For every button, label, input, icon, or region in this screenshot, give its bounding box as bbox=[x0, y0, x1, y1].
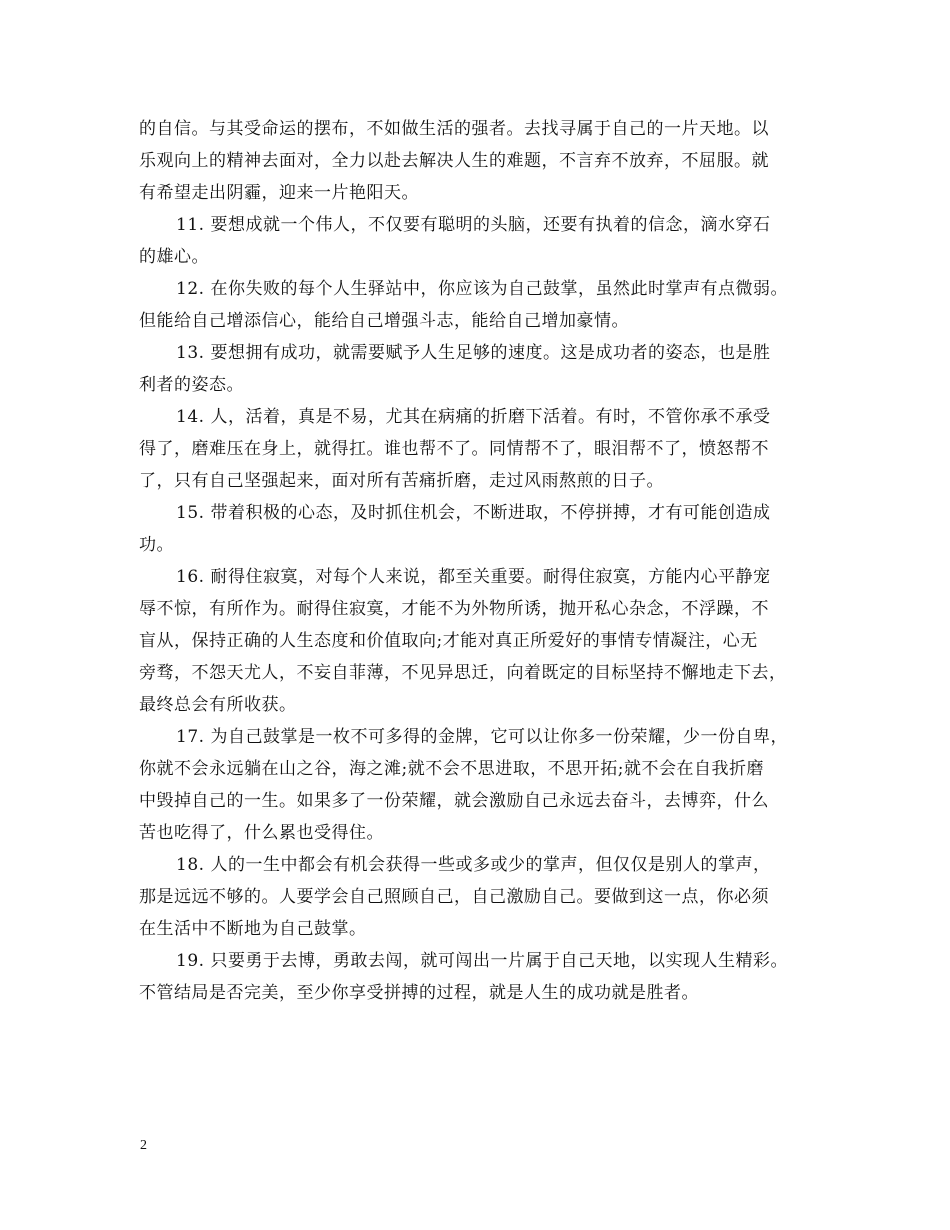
text-line: 但能给自己增添信心，能给自己增强斗志，能给自己增加豪情。 bbox=[139, 311, 629, 331]
text-line: 利者的姿态。 bbox=[139, 375, 244, 395]
item-11-line: 11. 要想成就一个伟人，不仅要有聪明的头脑，还要有执着的信念，滴水穿石 bbox=[176, 215, 771, 235]
text-line: 得了，磨难压在身上，就得扛。谁也帮不了。同情帮不了，眼泪帮不了，愤怒帮不 bbox=[139, 439, 769, 459]
item-18-line: 18. 人的一生中都会有机会获得一些或多或少的掌声，但仅仅是别人的掌声， bbox=[176, 855, 771, 875]
text-line: 的自信。与其受命运的摆布，不如做生活的强者。去找寻属于自己的一片天地。以 bbox=[139, 119, 769, 139]
item-15-line: 15. 带着积极的心态，及时抓住机会，不断进取，不停拼搏，才有可能创造成 bbox=[176, 503, 771, 523]
item-12-line: 12. 在你失败的每个人生驿站中，你应该为自己鼓掌，虽然此时掌声有点微弱。 bbox=[176, 279, 788, 299]
item-13-line: 13. 要想拥有成功，就需要赋予人生足够的速度。这是成功者的姿态，也是胜 bbox=[176, 343, 771, 363]
item-19-line: 19. 只要勇于去博，勇敢去闯，就可闯出一片属于自己天地，以实现人生精彩。 bbox=[176, 951, 788, 971]
text-line: 旁骛，不怨天尤人，不妄自菲薄，不见异思迁，向着既定的目标坚持不懈地走下去， bbox=[139, 663, 787, 683]
text-line: 苦也吃得了，什么累也受得住。 bbox=[139, 823, 384, 843]
text-line: 有希望走出阴霾，迎来一片艳阳天。 bbox=[139, 183, 419, 203]
body-text bbox=[139, 113, 827, 1009]
text-line: 盲从，保持正确的人生态度和价值取向;才能对真正所爱好的事情专情凝注，心无 bbox=[139, 631, 758, 651]
text-line: 那是远远不够的。人要学会自己照顾自己，自己激励自己。要做到这一点，你必须 bbox=[139, 887, 769, 907]
text-line: 在生活中不断地为自己鼓掌。 bbox=[139, 919, 367, 939]
text-line: 功。 bbox=[139, 535, 174, 555]
text-line: 的雄心。 bbox=[139, 247, 209, 267]
item-16-line: 16. 耐得住寂寞，对每个人来说，都至关重要。耐得住寂寞，方能内心平静宠 bbox=[176, 567, 771, 587]
text-line: 你就不会永远躺在山之谷，海之滩;就不会不思进取，不思开拓;就不会在自我折磨 bbox=[139, 759, 764, 779]
text-line: 乐观向上的精神去面对，全力以赴去解决人生的难题，不言弃不放弃，不屈服。就 bbox=[139, 151, 769, 171]
text-line: 最终总会有所收获。 bbox=[139, 695, 297, 715]
text-line: 了，只有自己坚强起来，面对所有苦痛折磨，走过风雨熬煎的日子。 bbox=[139, 471, 664, 491]
item-17-line: 17. 为自己鼓掌是一枚不可多得的金牌，它可以让你多一份荣耀，少一份自卑， bbox=[176, 727, 788, 747]
item-14-line: 14. 人，活着，真是不易，尤其在病痛的折磨下活着。有时，不管你承不承受 bbox=[176, 407, 771, 427]
text-line: 辱不惊，有所作为。耐得住寂寞，才能不为外物所诱，抛开私心杂念，不浮躁，不 bbox=[139, 599, 769, 619]
text-line: 不管结局是否完美，至少你享受拼搏的过程，就是人生的成功就是胜者。 bbox=[139, 983, 699, 1003]
page-number: 2 bbox=[140, 1138, 147, 1153]
text-line: 中毁掉自己的一生。如果多了一份荣耀，就会激励自己永远去奋斗，去博弈，什么 bbox=[139, 791, 769, 811]
